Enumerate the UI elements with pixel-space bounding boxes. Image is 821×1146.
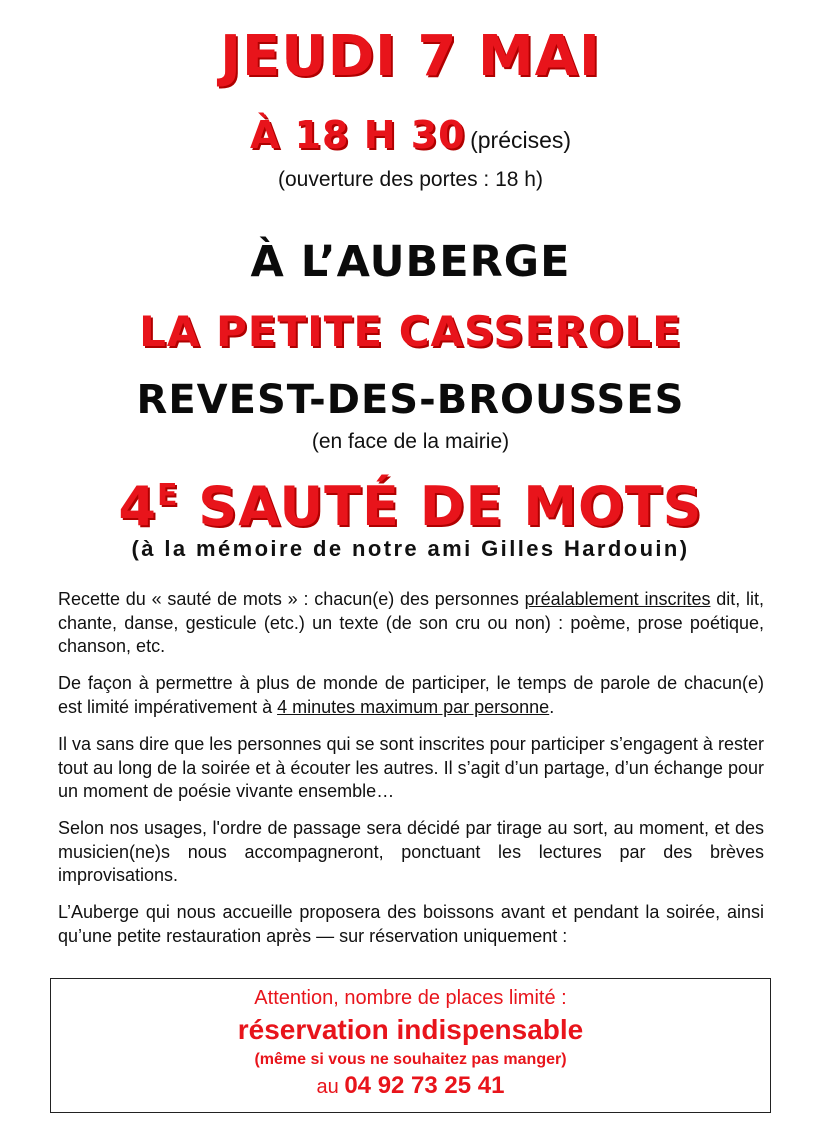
reservation-phone[interactable]: 04 92 73 25 41	[344, 1072, 505, 1099]
reservation-attention: Attention, nombre de places limité :	[254, 987, 567, 1009]
reservation-note: (même si vous ne souhaitez pas manger)	[254, 1051, 567, 1068]
paragraph-food: L’Auberge qui nous accueille proposera des boissons avant et pendant la soirée, ainsi qu’une petite restauration après — sur réservation uniquement :	[58, 902, 764, 946]
reservation-required: réservation indispensable	[237, 1014, 584, 1045]
venue-town: REVEST-DES-BROUSSES	[136, 377, 685, 423]
paragraph-order: Selon nos usages, l'ordre de passage sera décidé par tirage au sort, au moment, et des musicien(ne)s nous accompagneront, ponctuant les lectures par des brèves improvisations.	[58, 818, 764, 885]
event-time-line	[0, 112, 821, 167]
venue-location-note: (en face de la mairie)	[311, 430, 510, 453]
event-time-note: (précises)	[470, 127, 572, 153]
venue-name: LA PETITE CASSEROLE	[139, 307, 682, 356]
paragraph-recipe-start: Recette du « sauté de mots » : chacun(e) des personnes	[58, 589, 525, 609]
event-title	[0, 462, 821, 541]
venue-prefix: À L’AUBERGE	[250, 237, 571, 287]
paragraph-time-limit-start: De façon à permettre à plus de monde de participer, le temps de parole de chacun(e) est limité impérativement à	[58, 673, 764, 717]
event-title-text: SAUTÉ DE MOTS	[178, 475, 703, 538]
doors-open-note: (ouverture des portes : 18 h)	[278, 168, 543, 191]
reservation-phone-prefix: au	[316, 1076, 339, 1098]
event-ordinal: E	[157, 478, 179, 513]
paragraph-recipe-end: dit, lit, chante, danse, gesticule (etc.) un texte (de son cru ou non) : poème, prose poétique, chanson, etc.	[58, 589, 764, 656]
paragraph-time-limit	[58, 672, 764, 719]
event-date: JEUDI 7 MAI	[220, 24, 601, 89]
reservation-box	[50, 978, 771, 1113]
paragraph-recipe	[58, 588, 764, 659]
reservation-phone-line	[51, 1071, 770, 1102]
paragraph-time-limit-underlined: 4 minutes maximum par personne	[277, 696, 550, 717]
paragraph-recipe-underlined: préalablement inscrites	[524, 589, 711, 609]
event-number: 4	[118, 475, 157, 538]
paragraph-commitment: Il va sans dire que les personnes qui se sont inscrites pour participer s’engagent à rester tout au long de la soirée et à écouter les autres. Il s’agit d’un partage, d’un échange pour un moment de poésie vivante ensemble…	[58, 734, 764, 801]
event-time: À 18 H 30	[249, 113, 466, 157]
event-dedication: (à la mémoire de notre ami Gilles Hardouin)	[131, 536, 690, 561]
paragraph-time-limit-end: .	[549, 696, 555, 717]
